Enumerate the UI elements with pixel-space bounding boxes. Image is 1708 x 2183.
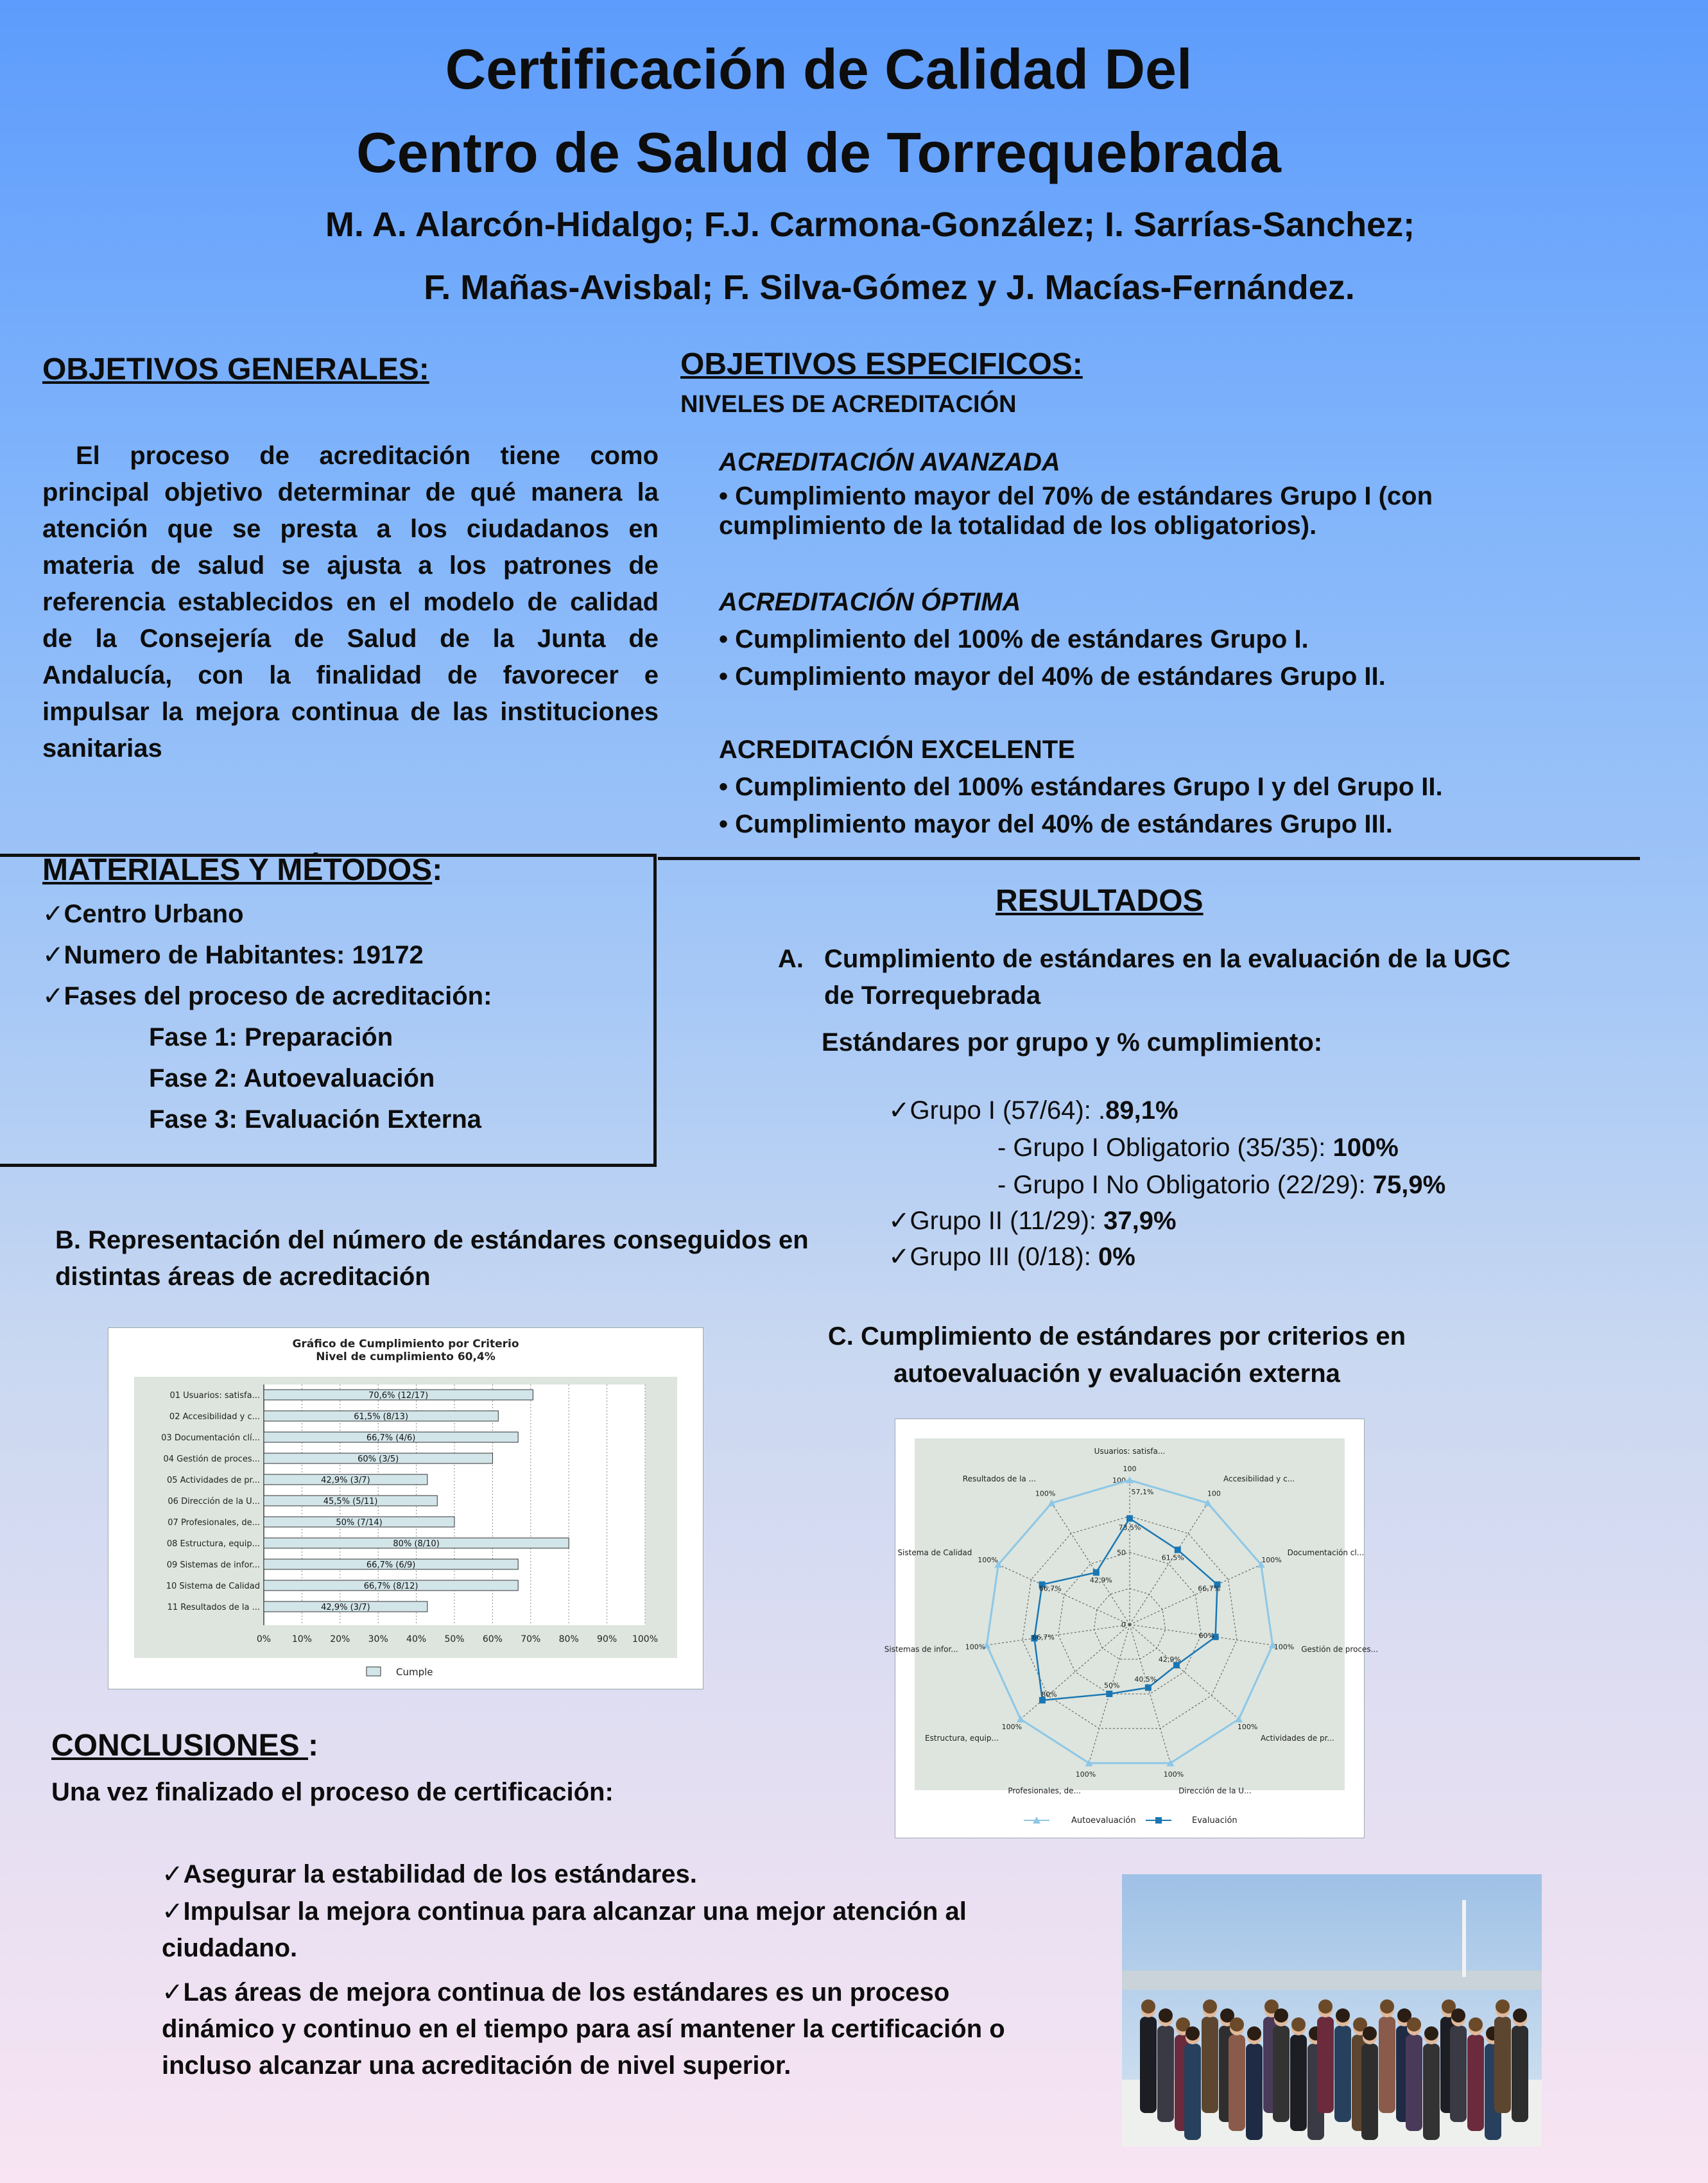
- radar-category-label: Sistema de Calidad: [897, 1548, 972, 1557]
- materiales-item3: ✓Fases del proceso de acreditación:: [42, 982, 492, 1010]
- acreditacion-excelente-title: ACREDITACIÓN EXCELENTE: [719, 736, 1075, 764]
- bar-chart-xtick: 40%: [406, 1634, 427, 1644]
- radar-point-label: 66,7%: [1031, 1633, 1055, 1642]
- bar-chart-category-label: 06 Dirección de la U...: [168, 1497, 260, 1506]
- materiales-item1: ✓Centro Urbano: [42, 900, 244, 928]
- radar-point-label: 100%: [1075, 1770, 1096, 1779]
- resultado-a-label: A.: [778, 945, 804, 973]
- photo-person-body: [1423, 2044, 1440, 2140]
- photo-person-hair: [1380, 1999, 1394, 2014]
- radar-rtick: 100: [1112, 1476, 1126, 1485]
- radar-chart-card: [884, 1419, 1379, 1838]
- objetivos-generales-text: El proceso de acreditación tiene como principal objetivo determinar de qué manera la atención que se presta a los ciudadanos en materia de salud se ajusta a los patrones de referencia establecidos en el modelo de calidad de la Consejería de Salud de la Junta de Andalucía, con la finalidad de favorecer e impulsar la mejora continua de las instituciones sanitarias: [42, 442, 659, 763]
- photo-person-hair: [1496, 1999, 1510, 2014]
- bar-chart-legend-swatch: [367, 1667, 381, 1676]
- radar-point-evaluacion: [1145, 1684, 1152, 1691]
- bar-chart-category-label: 02 Accesibilidad y c...: [169, 1412, 260, 1422]
- photo-person-body: [1273, 2026, 1290, 2122]
- authors-line1: M. A. Alarcón-Hidalgo; F.J. Carmona-González; I. Sarrías-Sanchez;: [325, 205, 1415, 244]
- photo-person-hair: [1159, 2008, 1173, 2023]
- bar-chart-xtick: 100%: [632, 1634, 659, 1644]
- acreditacion-optima-item1: • Cumplimiento del 100% de estándares Grupo I.: [719, 625, 1309, 653]
- poster-title-line2: Centro de Salud de Torrequebrada: [356, 121, 1281, 184]
- radar-chart: [884, 1419, 1379, 1838]
- photo-person-body: [1406, 2035, 1422, 2131]
- radar-point-evaluacion: [1093, 1569, 1100, 1576]
- materiales-heading: MATERIALES Y MÉTODOS: [42, 853, 433, 887]
- conclusiones-heading-colon: :: [308, 1729, 319, 1763]
- photo-person-body: [1157, 2026, 1174, 2122]
- acreditacion-excelente-item2: • Cumplimiento mayor del 40% de estándares Grupo III.: [719, 810, 1393, 838]
- resultado-a-text: Cumplimiento de estándares en la evaluación de la UGC de Torrequebrada: [824, 945, 1511, 1010]
- radar-point-label: 66,7%: [1039, 1584, 1062, 1593]
- photo-person-hair: [1141, 1999, 1155, 2014]
- bar-chart: [108, 1328, 703, 1689]
- radar-point-label: 73,5%: [1118, 1523, 1141, 1532]
- photo-person-body: [1512, 2026, 1528, 2122]
- photo-person-hair: [1469, 2017, 1483, 2032]
- acreditacion-excelente-item1: • Cumplimiento del 100% estándares Grupo I y del Grupo II.: [719, 773, 1443, 801]
- radar-top-label: 57,1%: [1131, 1488, 1154, 1496]
- photo-person-hair: [1318, 1999, 1333, 2014]
- conclusiones-intro: Una vez finalizado el proceso de certificación:: [51, 1778, 614, 1806]
- bar-chart-xtick: 80%: [558, 1634, 579, 1644]
- bar-chart-bar-label: 42,9% (3/7): [321, 1603, 370, 1612]
- resultado-c-line1: C. Cumplimiento de estándares por criterios en: [827, 1322, 1406, 1350]
- radar-rtick: 50: [1117, 1548, 1126, 1557]
- fase1: Fase 1: Preparación: [149, 1023, 393, 1051]
- photo-person-body: [1202, 2017, 1218, 2113]
- materiales-heading-colon: :: [432, 853, 443, 887]
- grupo1-value: 89,1%: [1105, 1096, 1178, 1125]
- grupo1-line: [888, 1092, 1178, 1129]
- bar-chart-category-label: 04 Gestión de proces...: [163, 1454, 260, 1464]
- bar-chart-xtick: 90%: [597, 1634, 617, 1644]
- radar-point-label: 42,9%: [1158, 1655, 1181, 1664]
- bar-chart-card: [108, 1327, 703, 1689]
- bar-chart-bar-label: 66,7% (4/6): [366, 1433, 416, 1443]
- radar-point-label: 100%: [978, 1556, 998, 1565]
- radar-category-label: Accesibilidad y c...: [1223, 1474, 1295, 1483]
- bar-chart-legend-label: Cumple: [396, 1666, 433, 1678]
- conclusiones-heading-wrap: [51, 1727, 318, 1765]
- grupo3-label: ✓Grupo III (0/18):: [888, 1243, 1098, 1271]
- radar-point-label: 66,7%: [1198, 1584, 1221, 1593]
- photo-person-hair: [1203, 1999, 1217, 2014]
- grupo1-no-obligatorio-line: [997, 1167, 1445, 1204]
- resultados-heading: RESULTADOS: [996, 884, 1203, 918]
- bar-chart-category-label: 11 Resultados de la ...: [167, 1603, 260, 1612]
- radar-category-label: Dirección de la U...: [1178, 1786, 1252, 1796]
- grupo1-obligatorio-value: 100%: [1333, 1134, 1399, 1162]
- bar-chart-category-label: 10 Sistema de Calidad: [166, 1582, 260, 1591]
- grupo3-value: 0%: [1098, 1243, 1135, 1271]
- photo-person-hair: [1247, 2026, 1261, 2041]
- conclusiones-heading: CONCLUSIONES: [51, 1729, 309, 1763]
- photo-person-body: [1246, 2044, 1263, 2140]
- photo-person-body: [1334, 2026, 1351, 2122]
- radar-legend-marker-eval: [1155, 1817, 1162, 1824]
- photo-person-body: [1290, 2035, 1307, 2131]
- radar-point-label: 100%: [1163, 1770, 1184, 1779]
- radar-category-label: Documentación cl...: [1287, 1548, 1365, 1557]
- group-photo: [1122, 1874, 1542, 2146]
- grupo3-line: [888, 1239, 1135, 1275]
- photo-person-body: [1361, 2044, 1378, 2140]
- grupo1-obligatorio-line: [997, 1130, 1399, 1166]
- bar-chart-title: Gráfico de Cumplimiento por Criterio: [292, 1338, 519, 1350]
- bar-chart-xtick: 20%: [330, 1634, 350, 1644]
- conclusion-item3: ✓Las áreas de mejora continua de los estándares es un proceso dinámico y continuo en el tiempo para así mantener la certificación o incluso alcanzar una acreditación de nivel superior.: [162, 1978, 1005, 2080]
- radar-point-label: 100: [1207, 1489, 1221, 1498]
- grupo2-line: [888, 1203, 1177, 1239]
- photo-person-body: [1229, 2035, 1245, 2131]
- radar-category-label: Resultados de la ...: [962, 1474, 1037, 1483]
- bar-chart-bar-label: 61,5% (8/13): [354, 1412, 409, 1422]
- materiales-heading-wrap: [42, 851, 442, 890]
- conclusion-item2: ✓Impulsar la mejora continua para alcanzar una mejor atención al ciudadano.: [162, 1897, 967, 1962]
- grupo1-label: ✓Grupo I (57/64): .: [888, 1096, 1106, 1125]
- acreditacion-avanzada-title: ACREDITACIÓN AVANZADA: [719, 448, 1060, 476]
- conclusion-item1: ✓Asegurar la estabilidad de los estándares.: [162, 1860, 697, 1888]
- photo-person-hair: [1336, 2008, 1350, 2023]
- bar-chart-category-label: 09 Sistemas de infor...: [166, 1560, 260, 1570]
- acreditacion-avanzada-item: • Cumplimiento mayor del 70% de estándares Grupo I (con cumplimiento de la totalidad de los obligatorios).: [719, 482, 1433, 540]
- radar-point-label: 60%: [1198, 1632, 1214, 1641]
- radar-point-label: 100: [1123, 1465, 1137, 1473]
- fase2: Fase 2: Autoevaluación: [149, 1064, 435, 1092]
- authors-line2: F. Mañas-Avisbal; F. Silva-Gómez y J. Macías-Fernández.: [424, 268, 1355, 307]
- bar-chart-bar-label: 66,7% (8/12): [363, 1582, 418, 1591]
- photo-person-hair: [1274, 2008, 1288, 2023]
- grupo2-label: ✓Grupo II (11/29):: [888, 1207, 1104, 1235]
- bar-chart-category-label: 07 Profesionales, de...: [168, 1518, 260, 1528]
- radar-point-evaluacion: [1175, 1547, 1181, 1553]
- group-photo-illustration: [1122, 1874, 1542, 2146]
- radar-category-label: Profesionales, de...: [1008, 1786, 1081, 1796]
- bar-chart-xtick: 60%: [482, 1634, 503, 1644]
- radar-category-label: Gestión de proces...: [1301, 1644, 1379, 1654]
- radar-point-label: 100%: [965, 1643, 986, 1652]
- bar-chart-xtick: 70%: [521, 1634, 541, 1644]
- photo-person-hair: [1230, 2017, 1244, 2032]
- photo-person-hair: [1424, 2026, 1438, 2041]
- photo-person-body: [1494, 2017, 1511, 2113]
- radar-point-evaluacion: [1106, 1691, 1112, 1697]
- photo-person-hair: [1451, 2008, 1465, 2023]
- radar-category-label: Sistemas de infor...: [884, 1644, 958, 1654]
- grupo1-no-obligatorio-value: 75,9%: [1372, 1171, 1446, 1199]
- radar-legend-label-auto: Autoevaluación: [1071, 1816, 1136, 1825]
- radar-point-label: 100%: [1273, 1643, 1295, 1652]
- photo-person-hair: [1291, 2017, 1306, 2032]
- acreditacion-optima-item2: • Cumplimiento mayor del 40% de estándares Grupo II.: [719, 662, 1386, 691]
- grupo1-obligatorio-label: - Grupo I Obligatorio (35/35):: [997, 1134, 1333, 1162]
- objetivos-generales-heading: OBJETIVOS GENERALES:: [42, 352, 429, 386]
- radar-legend-label-eval: Evaluación: [1192, 1816, 1238, 1825]
- poster-title-line1: Certificación de Calidad Del: [445, 37, 1193, 101]
- bar-chart-category-label: 05 Actividades de pr...: [166, 1476, 260, 1485]
- radar-point-label: 40,5%: [1134, 1675, 1157, 1684]
- radar-category-label: Actividades de pr...: [1261, 1733, 1334, 1743]
- photo-person-body: [1140, 2017, 1157, 2113]
- bar-chart-bar-label: 60% (3/5): [358, 1454, 399, 1464]
- bar-chart-xtick: 10%: [291, 1634, 312, 1644]
- radar-point-label: 80%: [1041, 1690, 1057, 1699]
- photo-person-hair: [1407, 2017, 1421, 2032]
- bar-chart-bar-label: 50% (7/14): [336, 1518, 383, 1528]
- bar-chart-bar-label: 42,9% (3/7): [321, 1476, 370, 1485]
- radar-point-label: 50%: [1104, 1681, 1120, 1690]
- fase3: Fase 3: Evaluación Externa: [149, 1105, 482, 1134]
- acreditacion-optima-title: ACREDITACIÓN ÓPTIMA: [719, 588, 1021, 616]
- radar-category-label: Estructura, equip...: [925, 1733, 999, 1743]
- photo-person-body: [1467, 2035, 1484, 2131]
- resultados-top-rule: [658, 857, 1640, 867]
- materiales-item2: ✓Numero de Habitantes: 19172: [42, 941, 424, 969]
- radar-point-evaluacion: [1126, 1515, 1133, 1522]
- niveles-acreditacion-subheading: NIVELES DE ACREDITACIÓN: [680, 391, 1017, 418]
- bar-chart-bar-label: 66,7% (6/9): [366, 1560, 416, 1570]
- bar-chart-subtitle: Nivel de cumplimiento 60,4%: [316, 1350, 496, 1363]
- bar-chart-bar-label: 80% (8/10): [393, 1539, 440, 1549]
- radar-point-label: 61,5%: [1161, 1553, 1184, 1562]
- bar-chart-xtick: 0%: [256, 1634, 272, 1644]
- bar-chart-category-label: 03 Documentación clí...: [161, 1433, 260, 1443]
- bar-chart-xtick: 50%: [444, 1634, 465, 1644]
- bar-chart-category-label: 01 Usuarios: satisfa...: [169, 1391, 260, 1401]
- radar-rtick: 0: [1121, 1621, 1126, 1629]
- photo-person-body: [1317, 2017, 1334, 2113]
- bar-chart-bar-label: 70,6% (12/17): [368, 1391, 429, 1401]
- photo-person-hair: [1513, 2008, 1527, 2023]
- radar-point-label: 100%: [1261, 1556, 1282, 1565]
- photo-person-body: [1184, 2044, 1201, 2140]
- resultado-b-text: B. Representación del número de estándares conseguidos en distintas áreas de acreditación: [55, 1226, 809, 1291]
- photo-person-body: [1450, 2026, 1467, 2122]
- bar-chart-xtick: 30%: [368, 1634, 388, 1644]
- estandares-grupo-subheading: Estándares por grupo y % cumplimiento:: [822, 1028, 1323, 1057]
- radar-point-label: 100%: [1001, 1723, 1022, 1732]
- grupo2-value: 37,9%: [1103, 1207, 1177, 1235]
- radar-point-label: 42,9%: [1089, 1576, 1112, 1585]
- grupo1-no-obligatorio-label: - Grupo I No Obligatorio (22/29):: [997, 1171, 1373, 1199]
- radar-point-label: 100%: [1035, 1489, 1056, 1498]
- radar-category-label: Usuarios: satisfa...: [1094, 1447, 1166, 1456]
- bar-chart-bar-label: 45,5% (5/11): [323, 1497, 378, 1506]
- objetivos-especificos-heading: OBJETIVOS ESPECIFICOS:: [680, 347, 1083, 381]
- photo-person-body: [1379, 2017, 1395, 2113]
- radar-point-label: 100%: [1237, 1723, 1258, 1732]
- photo-person-hair: [1363, 2026, 1377, 2041]
- bar-chart-category-label: 08 Estructura, equip...: [166, 1539, 260, 1549]
- resultado-c-line2: autoevaluación y evaluación externa: [893, 1359, 1340, 1388]
- photo-person-hair: [1186, 2026, 1200, 2041]
